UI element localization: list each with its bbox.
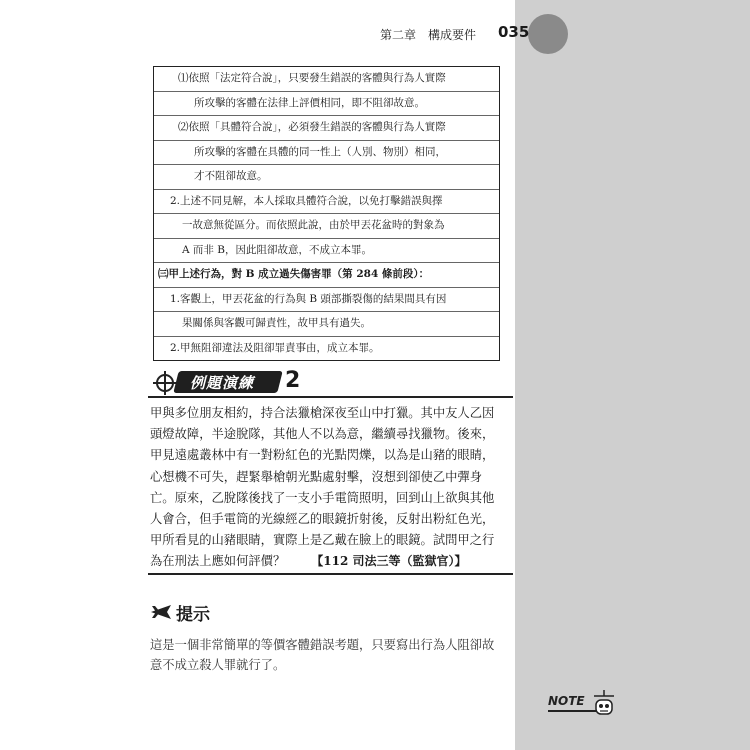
table-row: A 而非 B，因此阻卻故意，不成立本罪。 [154, 239, 499, 264]
hint-label: 提示 [176, 605, 210, 625]
question-last-line: 為在刑法上應如何評價？ [150, 554, 286, 569]
example-heading-rule [148, 396, 513, 398]
question-line: 甲與多位朋友相約，持合法獵槍深夜至山中打獵。其中友人乙因 [150, 406, 495, 420]
question-line: 頭燈故障，半途脫隊，其他人不以為意，繼續尋找獵物。後來， [150, 427, 495, 442]
question-line [150, 551, 510, 572]
table-row: 果關係與客觀可歸責性，故甲具有過失。 [154, 312, 499, 337]
table-row: 2.甲無阻卻違法及阻卻罪責事由，成立本罪。 [170, 341, 380, 354]
robot-icon [592, 690, 616, 720]
table-row: ⑴依照「法定符合說」，只要發生錯誤的客體與行為人實際 [154, 67, 499, 92]
question-line: 人會合，但手電筒的光線經乙的眼鏡折射後，反射出粉紅色光， [150, 512, 495, 527]
hint-line: 意不成立殺人罪就行了。 [150, 658, 286, 672]
note-mark [548, 690, 618, 724]
page-number: 035 [498, 23, 530, 41]
note-label: NOTE [548, 694, 585, 708]
table-row: 才不阻卻故意。 [154, 165, 499, 190]
table-row: ⑵依照「具體符合說」，必須發生錯誤的客體與行為人實際 [154, 116, 499, 141]
example-title: 例題演練 [190, 374, 255, 392]
running-header [380, 22, 540, 48]
question-line: 心想機不可失，趕緊舉槍朝光點處射擊，沒想到卻使乙中彈身 [150, 469, 483, 484]
question-line: 甲所看見的山豬眼睛，實際上是乙戴在臉上的眼鏡。試問甲之行 [150, 533, 495, 548]
table-row: 2.上述不同見解，本人採取具體符合說，以免打擊錯誤與擇 [154, 190, 499, 215]
question-line: 甲見遠處叢林中有一對粉紅色的光點閃爍，以為是山豬的眼睛， [150, 448, 495, 463]
table-row: 所攻擊的客體在法律上評價相同，即不阻卻故意。 [154, 92, 499, 117]
airplane-icon [150, 602, 172, 622]
hint-heading [150, 600, 350, 626]
chapter-title: 第二章 構成要件 [380, 28, 477, 42]
table-row: 所攻擊的客體在具體的同一性上（人別、物別）相同， [154, 141, 499, 166]
example-number: 2 [285, 368, 301, 393]
example-heading [148, 368, 513, 398]
table-row: 1.客觀上，甲丟花盆的行為與 B 頭部撕裂傷的結果間具有因 [154, 288, 499, 313]
table-row: 一故意無從區分。而依照此說，由於甲丟花盆時的對象為 [154, 214, 499, 239]
answer-table [153, 66, 500, 361]
hint-text [150, 635, 512, 675]
question-text [150, 403, 510, 573]
page-margin-sidebar [515, 0, 750, 750]
table-row: ㈢甲上述行為，對 B 成立過失傷害罪（第 284 條前段）： [154, 263, 499, 288]
hint-line: 這是一個非常簡單的等價客體錯誤考題，只要寫出行為人阻卻故 [150, 638, 495, 652]
exam-source: 【112 司法三等（監獄官）】 [311, 554, 467, 569]
question-line: 亡。原來，乙脫隊後找了一支小手電筒照明，回到山上欲與其他 [150, 490, 495, 505]
question-rule [148, 573, 513, 575]
